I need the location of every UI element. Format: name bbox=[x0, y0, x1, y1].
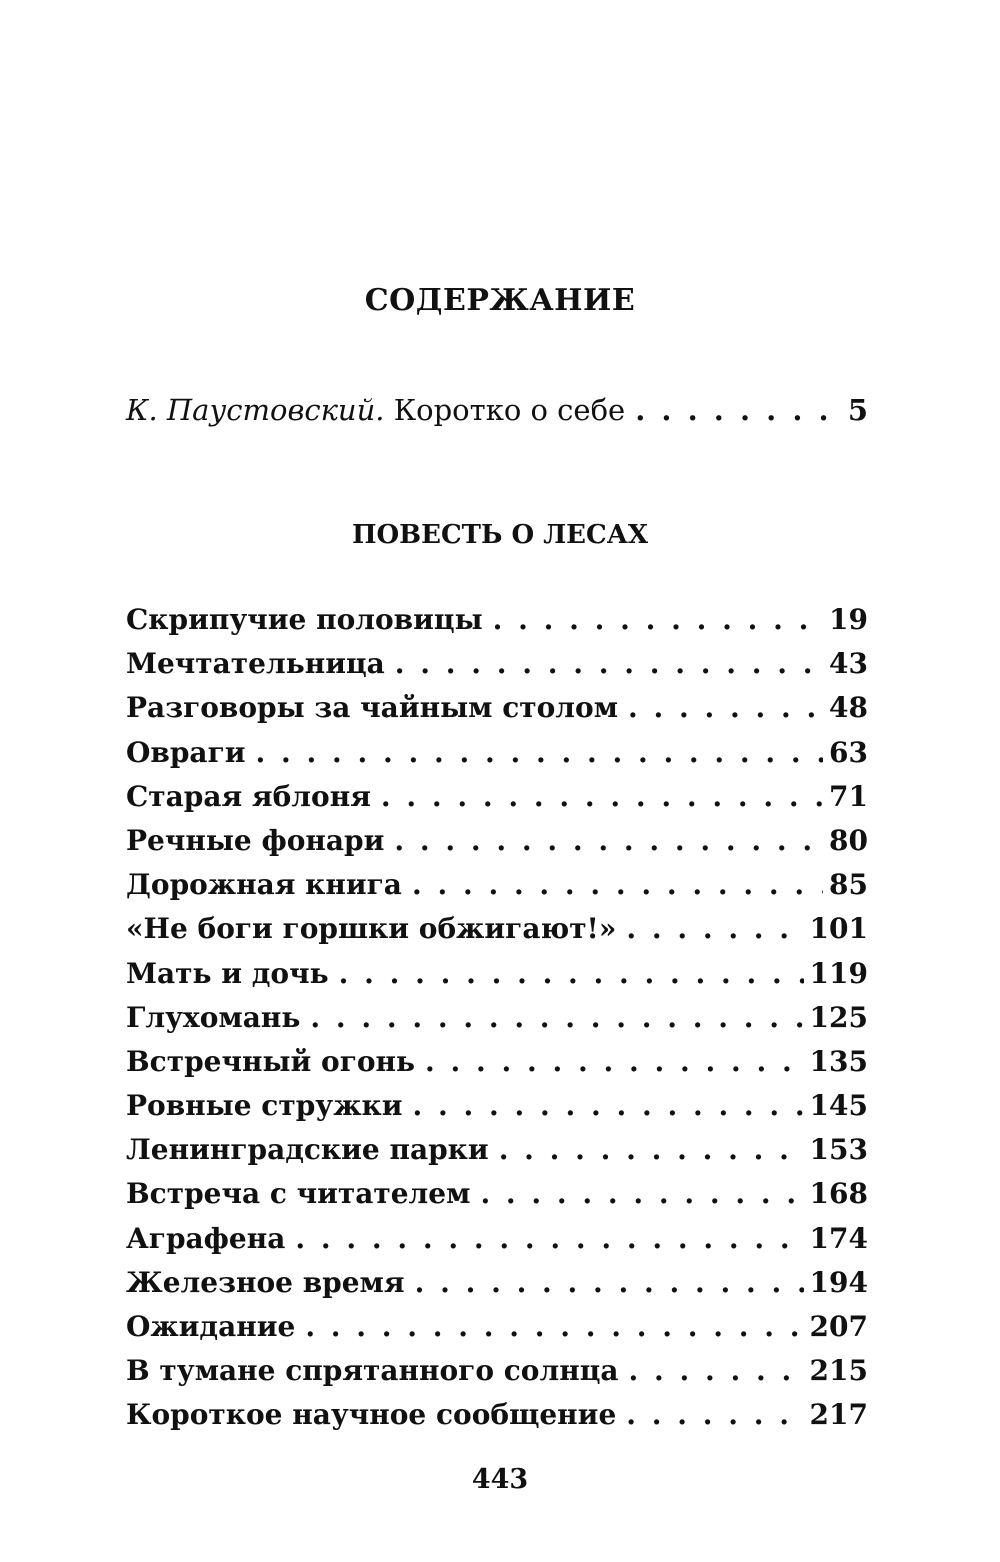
toc-entry bbox=[126, 691, 868, 735]
dot-leader bbox=[425, 1045, 804, 1078]
section-heading: ПОВЕСТЬ О ЛЕСАХ bbox=[351, 520, 649, 550]
toc-entry-title: Ожидание bbox=[126, 1310, 296, 1343]
toc-entry-page: 207 bbox=[809, 1310, 868, 1343]
toc-entry-page: 19 bbox=[829, 603, 868, 636]
toc-entry bbox=[126, 780, 868, 824]
toc-entry-page: 43 bbox=[829, 647, 868, 681]
toc-entry-page: 215 bbox=[809, 1354, 868, 1388]
dot-leader bbox=[626, 1398, 803, 1431]
dot-leader bbox=[412, 868, 823, 901]
toc-entry bbox=[126, 1266, 868, 1310]
toc-entry bbox=[126, 824, 868, 868]
dot-leader bbox=[394, 824, 823, 857]
toc-entry-title: Встреча с читателем bbox=[126, 1177, 471, 1211]
toc-entry-page: 71 bbox=[829, 779, 868, 813]
toc-entry-label bbox=[126, 393, 625, 427]
toc-entry-page: 85 bbox=[829, 868, 868, 902]
toc-entry bbox=[126, 1133, 868, 1177]
toc-entry bbox=[126, 603, 868, 647]
toc-entry-title: Железное время bbox=[126, 1265, 405, 1299]
toc-entry-title: Короткое научное сообщение bbox=[126, 1398, 617, 1432]
toc-entry-title: Речные фонари bbox=[126, 823, 385, 857]
toc-entry bbox=[126, 1354, 868, 1398]
toc-entry bbox=[126, 1310, 868, 1354]
dot-leader bbox=[626, 912, 803, 945]
dot-leader bbox=[499, 1133, 804, 1166]
toc-entry bbox=[126, 1001, 868, 1045]
toc-entry-page: 168 bbox=[809, 1177, 868, 1211]
toc-entry-title: Коротко о себе bbox=[393, 393, 626, 427]
toc-entry-page: 153 bbox=[809, 1133, 868, 1167]
dot-leader bbox=[629, 1354, 804, 1387]
toc-entry bbox=[126, 912, 868, 956]
toc-entry bbox=[126, 1089, 868, 1133]
toc-entry-title: Старая яблоня bbox=[126, 779, 371, 813]
toc-entry-page: 48 bbox=[829, 691, 868, 725]
toc-entry-title: Глухомань bbox=[126, 1000, 301, 1034]
toc-entry-page: 80 bbox=[829, 823, 868, 857]
toc-entry bbox=[126, 647, 868, 691]
page-title: СОДЕРЖАНИЕ bbox=[364, 283, 636, 318]
toc-entry-title: Разговоры за чайным столом bbox=[126, 691, 619, 725]
toc-entry-page: 145 bbox=[809, 1089, 868, 1123]
dot-leader bbox=[381, 780, 823, 813]
dot-leader bbox=[415, 1266, 804, 1299]
dot-leader bbox=[305, 1310, 803, 1343]
toc-entry bbox=[126, 1045, 868, 1089]
toc-entry-title: Ленинградские парки bbox=[126, 1133, 489, 1167]
toc-entry bbox=[126, 736, 868, 780]
dot-leader bbox=[628, 691, 823, 724]
dot-leader bbox=[480, 1177, 803, 1210]
dot-leader bbox=[310, 1001, 803, 1034]
dot-leader bbox=[493, 603, 823, 636]
dot-leader bbox=[412, 1089, 803, 1122]
toc-entry-page: 119 bbox=[809, 956, 868, 990]
toc-entry-title: «Не боги горшки обжигают!» bbox=[126, 912, 617, 946]
toc-entry-page: 194 bbox=[809, 1265, 868, 1299]
page-number: 443 bbox=[471, 1464, 529, 1495]
toc-entry-intro bbox=[126, 393, 868, 427]
toc-entry-title: В тумане спрятанного солнца bbox=[126, 1354, 619, 1388]
toc-entry-page: 63 bbox=[829, 735, 868, 769]
toc-entry-title: Овраги bbox=[126, 735, 246, 769]
toc-entry-title: Аграфена bbox=[126, 1221, 286, 1255]
toc-entry-title: Ровные стружки bbox=[126, 1089, 403, 1123]
dot-leader bbox=[635, 393, 842, 427]
toc-entry-page: 5 bbox=[847, 393, 868, 427]
toc-entry bbox=[126, 868, 868, 912]
dot-leader bbox=[339, 957, 804, 990]
toc-entry-title: Встречный огонь bbox=[126, 1044, 416, 1078]
toc-entry bbox=[126, 957, 868, 1001]
toc-entry-page: 101 bbox=[809, 912, 868, 946]
toc-entry-title: Мать и дочь bbox=[126, 956, 329, 990]
toc-entry-title: Дорожная книга bbox=[126, 868, 402, 902]
toc-entry-author: К. Паустовский. bbox=[126, 393, 385, 427]
toc-entry bbox=[126, 1177, 868, 1221]
toc-entry-page: 135 bbox=[809, 1044, 868, 1078]
toc-entry-title: Мечтательница bbox=[126, 647, 385, 681]
toc-entry bbox=[126, 1222, 868, 1266]
toc-entry-title: Скрипучие половицы bbox=[126, 603, 483, 636]
toc-entry bbox=[126, 1398, 868, 1442]
toc-entry-page: 217 bbox=[809, 1398, 868, 1432]
toc-entry-page: 125 bbox=[809, 1000, 868, 1034]
chapter-list bbox=[126, 603, 868, 1443]
dot-leader bbox=[295, 1222, 803, 1255]
toc-entry-page: 174 bbox=[809, 1221, 868, 1255]
dot-leader bbox=[256, 736, 824, 769]
dot-leader bbox=[395, 647, 823, 680]
